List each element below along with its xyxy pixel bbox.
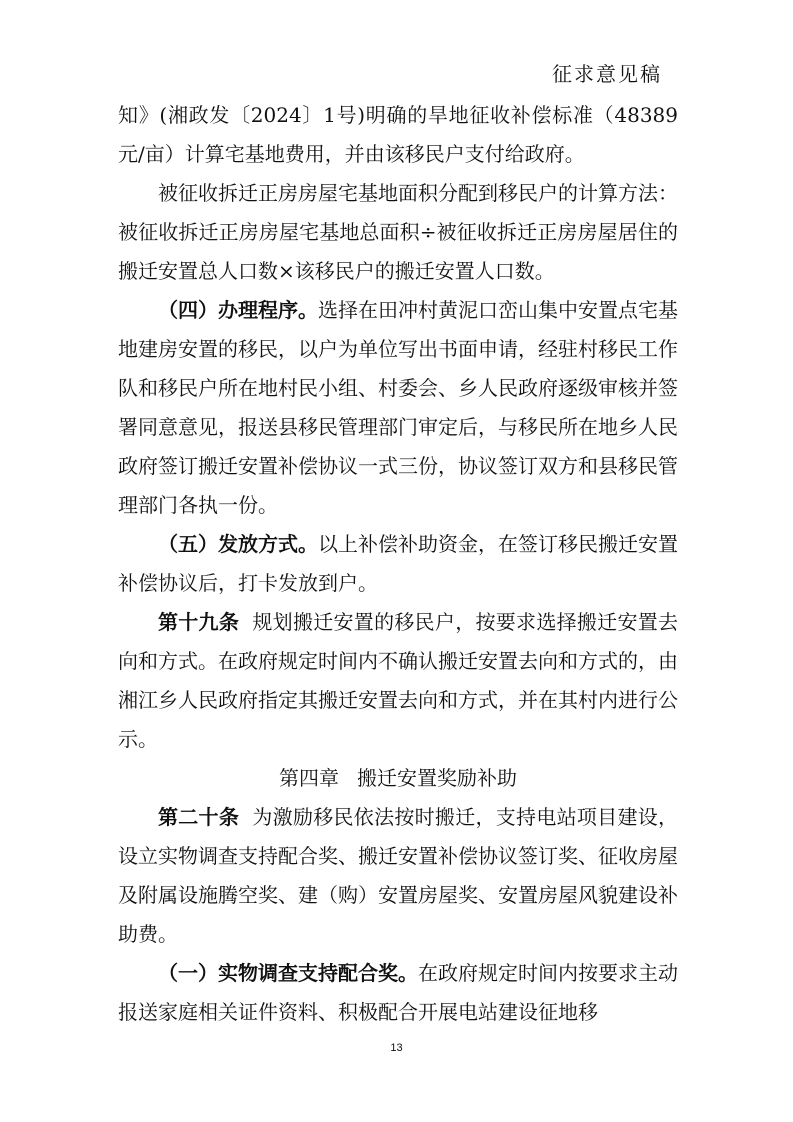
article-number: 第二十条: [158, 805, 240, 829]
paragraph-payment-method: [118, 525, 678, 603]
article-19: [118, 603, 678, 759]
paragraph-text: 被征收拆迁正房房屋宅基地面积分配到移民户的计算方法：被征收拆迁正房房屋宅基地总面积÷被征收拆迁正房房屋居住的搬迁安置总人口数×该移民户的搬迁安置人口数。: [118, 181, 678, 283]
document-body: [118, 96, 678, 1032]
paragraph-text: 规划搬迁安置的移民户，按要求选择搬迁安置去向和方式。在政府规定时间内不确认搬迁安置去向和方式的，由湘江乡人民政府指定其搬迁安置去向和方式，并在其村内进行公示。: [118, 610, 679, 751]
paragraph-continuation: [118, 96, 678, 174]
paragraph-survey-award: [118, 954, 678, 1032]
paragraph-text: 在政府规定时间内按要求主动报送家庭相关证件资料、积极配合开展电站建设征地移: [118, 961, 678, 1024]
paragraph-heading: （四）办理程序。: [158, 298, 318, 322]
paragraph-text: 选择在田冲村黄泥口峦山集中安置点宅基地建房安置的移民，以户为单位写出书面申请，经驻村移民工作队和移民户所在地村民小组、村委会、乡人民政府逐级审核并签署同意意见，报送县移民管理部门审定后，与移民所在地乡人民政府签订搬迁安置补偿协议一式三份，协议签订双方和县移民管理部门各执一份。: [118, 298, 678, 517]
paragraph-procedure: [118, 291, 678, 525]
chapter-heading: [118, 759, 678, 798]
chapter-title: 搬迁安置奖励补助: [357, 766, 517, 790]
page-number: 13: [390, 1042, 403, 1054]
paragraph-text: 以上补偿补助资金，在签订移民搬迁安置补偿协议后，打卡发放到户。: [118, 532, 678, 595]
chapter-number: 第四章: [279, 766, 339, 790]
draft-label: 征求意见稿: [552, 62, 662, 86]
paragraph-area-formula: [118, 174, 678, 291]
paragraph-text: 知》(湘政发〔2024〕1号)明确的旱地征收补偿标准（48389元/亩）计算宅基地费用，并由该移民户支付给政府。: [118, 103, 678, 166]
paragraph-text: 为激励移民依法按时搬迁，支持电站项目建设，设立实物调查支持配合奖、搬迁安置补偿协议签订奖、征收房屋及附属设施腾空奖、建（购）安置房屋奖、安置房屋风貌建设补助费。: [118, 805, 679, 946]
paragraph-heading: （五）发放方式。: [158, 532, 318, 556]
article-number: 第十九条: [158, 610, 240, 634]
paragraph-heading: （一）实物调查支持配合奖。: [158, 961, 418, 985]
article-20: [118, 798, 678, 954]
